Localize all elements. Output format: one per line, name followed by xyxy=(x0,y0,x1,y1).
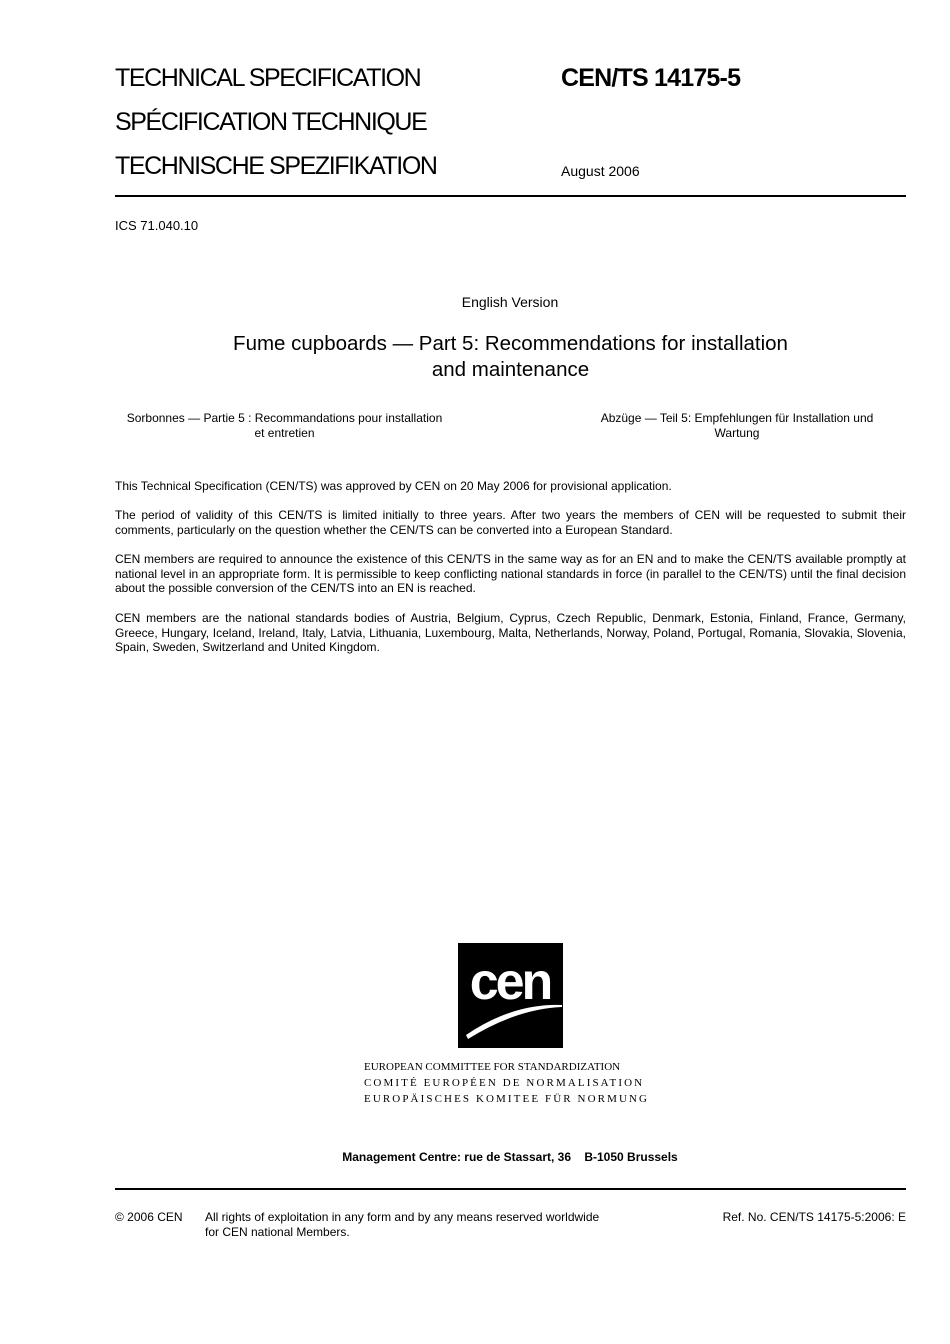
org-name-german: EUROPÄISCHES KOMITEE FÜR NORMUNG xyxy=(364,1093,650,1105)
rights-statement xyxy=(205,1210,645,1240)
main-title-line1: Fume cupboards — Part 5: Recommendations for installation xyxy=(233,332,788,355)
org-name-french: COMITÉ EUROPÉEN DE NORMALISATION xyxy=(364,1077,645,1089)
org-name-english: EUROPEAN COMMITTEE FOR STANDARDIZATION xyxy=(364,1061,621,1073)
approval-paragraph: This Technical Specification (CEN/TS) was approved by CEN on 20 May 2006 for provisional application. xyxy=(115,479,672,493)
document-number: CEN/TS 14175-5 xyxy=(561,64,741,92)
members-paragraph: CEN members are the national standards bodies of Austria, Belgium, Cyprus, Czech Republic, Denmark, Estonia, Finland, France, Germany, Greece, Hungary, Iceland, Ireland, Italy, Latvia, Lithuania, Luxembourg, Malta, Netherlands, Norway, Poland, Portugal, Romania, Slovakia, Slovenia, Spain, Sweden, Switzerland and United Kingdom. xyxy=(115,611,906,655)
rights-line1: All rights of exploitation in any form and by any means reserved worldwide xyxy=(205,1210,600,1224)
logo-text: cen xyxy=(469,953,551,1011)
management-centre-address: Management Centre: rue de Stassart, 36 B-1050 Brussels xyxy=(342,1150,678,1164)
main-title xyxy=(115,331,906,383)
title-french: SPÉCIFICATION TECHNIQUE xyxy=(115,108,427,136)
title-german: TECHNISCHE SPEZIFIKATION xyxy=(115,152,437,180)
ics-code: ICS 71.040.10 xyxy=(115,218,199,233)
reference-number: Ref. No. CEN/TS 14175-5:2006: E xyxy=(722,1210,906,1224)
german-title xyxy=(566,411,908,441)
header-divider xyxy=(115,195,906,197)
french-title-line2: et entretien xyxy=(254,426,315,440)
announcement-paragraph: CEN members are required to announce the existence of this CEN/TS in the same way as for an EN and to make the CEN/TS available promptly at national level in an appropriate form. It is permissible to keep conflicting national standards in force (in parallel to the CEN/TS) until the final decision about the possible conversion of the CEN/TS into an EN is reached. xyxy=(115,552,906,596)
publication-date: August 2006 xyxy=(561,163,640,179)
rights-line2: for CEN national Members. xyxy=(205,1225,350,1239)
french-title-line1: Sorbonnes — Partie 5 : Recommandations pour installation xyxy=(126,411,443,425)
main-title-line2: and maintenance xyxy=(431,358,590,381)
cen-logo xyxy=(458,943,563,1048)
german-title-line2: Wartung xyxy=(714,426,760,440)
validity-paragraph: The period of validity of this CEN/TS is limited initially to three years. After two years the members of CEN will be requested to submit their comments, particularly on the question whether the CEN/TS can be converted into a European Standard. xyxy=(115,508,906,537)
title-english: TECHNICAL SPECIFICATION xyxy=(115,64,421,92)
version-label: English Version xyxy=(461,294,559,310)
copyright: © 2006 CEN xyxy=(115,1210,183,1224)
footer-divider xyxy=(115,1188,906,1190)
french-title xyxy=(112,411,457,441)
german-title-line1: Abzüge — Teil 5: Empfehlungen für Installation und xyxy=(600,411,874,425)
